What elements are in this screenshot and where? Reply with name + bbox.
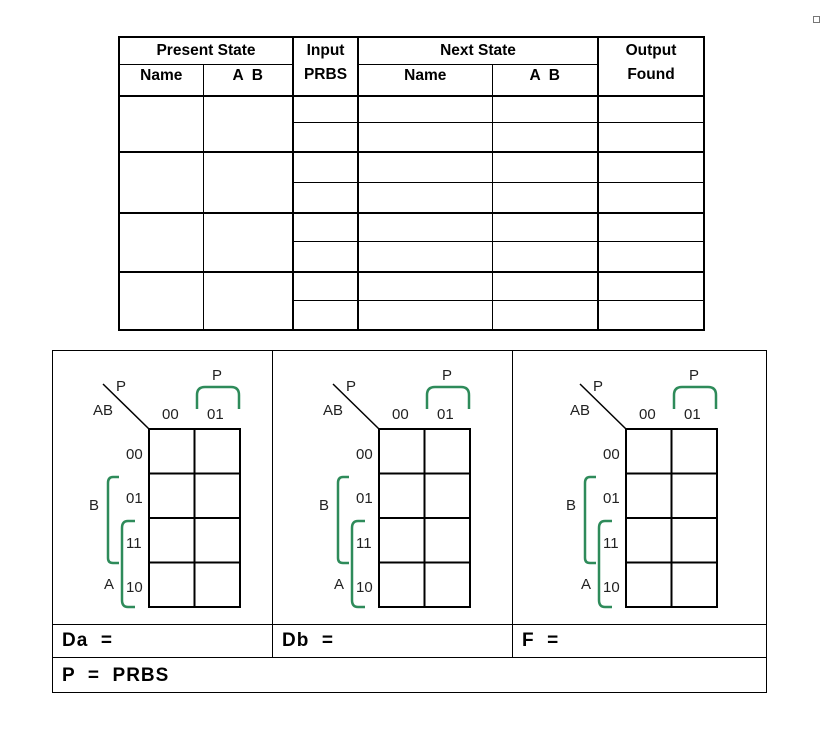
cell-present-name-3[interactable]: [119, 213, 203, 272]
state-table: [118, 36, 705, 331]
cell-output-3b[interactable]: [598, 242, 704, 272]
cell-output-2a[interactable]: [598, 152, 704, 182]
cell-present-ab-4[interactable]: [203, 272, 293, 330]
header-present-name: Name: [119, 64, 203, 96]
kmap-row-label: 00: [603, 446, 620, 463]
cell-next-ab-2a[interactable]: [492, 152, 598, 182]
cell-next-ab-3b[interactable]: [492, 242, 598, 272]
cell-next-name-2a[interactable]: [358, 152, 492, 182]
cell-next-ab-1a[interactable]: [492, 96, 598, 122]
cell-present-ab-2[interactable]: [203, 152, 293, 212]
cell-output-1b[interactable]: [598, 122, 704, 152]
cell-input-2b[interactable]: [293, 182, 358, 212]
equation-row-bottom-line: [53, 657, 766, 658]
cell-next-ab-2b[interactable]: [492, 182, 598, 212]
kmap-col-label: 00: [639, 406, 656, 423]
header-input-prbs: PRBS: [293, 64, 358, 96]
cell-next-name-2b[interactable]: [358, 182, 492, 212]
kmap-col-label: 00: [162, 406, 179, 423]
cell-output-1a[interactable]: [598, 96, 704, 122]
equation-f[interactable]: F =: [522, 630, 560, 651]
kmap-row-label: 01: [356, 490, 373, 507]
cell-next-name-1b[interactable]: [358, 122, 492, 152]
kmap-row-label: 11: [603, 535, 619, 552]
kmap-var-left: AB: [570, 402, 591, 419]
cell-present-ab-1[interactable]: [203, 96, 293, 152]
footer-note: P = PRBS: [62, 665, 170, 686]
cell-output-4a[interactable]: [598, 272, 704, 301]
header-input: Input: [293, 37, 358, 64]
kmap-panel: [52, 350, 767, 693]
cell-output-2b[interactable]: [598, 182, 704, 212]
kmap-row-label: 11: [356, 535, 372, 552]
cell-next-name-1a[interactable]: [358, 96, 492, 122]
kmap-row-label: 01: [126, 490, 143, 507]
kmap-row-label: 01: [603, 490, 620, 507]
cell-next-ab-1b[interactable]: [492, 122, 598, 152]
kmap-var-top: P: [346, 378, 357, 395]
header-next-ab: A B: [492, 64, 598, 96]
kmap-col-label: 01: [437, 406, 454, 423]
equation-da[interactable]: Da =: [62, 630, 113, 651]
kmap-col-bracket-label: P: [212, 367, 223, 384]
cell-next-name-4a[interactable]: [358, 272, 492, 301]
header-output-found: Found: [598, 64, 704, 96]
kmap-row-bracket-a: A: [104, 576, 115, 593]
cell-present-name-2[interactable]: [119, 152, 203, 212]
kmap-row-label: 10: [603, 579, 620, 596]
header-present-state: Present State: [119, 37, 293, 64]
cell-input-4b[interactable]: [293, 301, 358, 330]
row-bracket-b: [108, 477, 119, 563]
cell-next-ab-3a[interactable]: [492, 213, 598, 242]
kmap-db: [319, 367, 470, 607]
kmap-row-label: 11: [126, 535, 142, 552]
cell-input-2a[interactable]: [293, 152, 358, 182]
cell-output-4b[interactable]: [598, 301, 704, 330]
kmap-col-bracket-label: P: [442, 367, 453, 384]
kmap-row-label: 10: [356, 579, 373, 596]
cell-next-name-3a[interactable]: [358, 213, 492, 242]
cell-next-ab-4b[interactable]: [492, 301, 598, 330]
header-present-ab: A B: [203, 64, 293, 96]
cell-input-1b[interactable]: [293, 122, 358, 152]
kmap-row-bracket-b: B: [89, 497, 100, 514]
header-next-state: Next State: [358, 37, 598, 64]
kmap-var-left: AB: [323, 402, 344, 419]
kmap-col-label: 01: [684, 406, 701, 423]
kmap-col-label: 00: [392, 406, 409, 423]
cell-input-3a[interactable]: [293, 213, 358, 242]
header-next-name: Name: [358, 64, 492, 96]
kmap-var-top: P: [116, 378, 127, 395]
kmaps-drawing: [53, 351, 766, 623]
kmap-f: [566, 367, 717, 607]
cell-output-3a[interactable]: [598, 213, 704, 242]
kmap-row-bracket-b: B: [566, 497, 577, 514]
kmap-da: [89, 367, 240, 607]
equation-db[interactable]: Db =: [282, 630, 334, 651]
cell-next-ab-4a[interactable]: [492, 272, 598, 301]
kmap-col-bracket-label: P: [689, 367, 700, 384]
kmap-row-label: 00: [126, 446, 143, 463]
corner-handle-icon: [813, 16, 820, 23]
row-bracket-b: [585, 477, 596, 563]
cell-input-4a[interactable]: [293, 272, 358, 301]
equation-row-top-line: [53, 624, 766, 625]
cell-next-name-4b[interactable]: [358, 301, 492, 330]
cell-present-ab-3[interactable]: [203, 213, 293, 272]
kmap-row-label: 00: [356, 446, 373, 463]
cell-present-name-1[interactable]: [119, 96, 203, 152]
header-output: Output: [598, 37, 704, 64]
kmap-row-bracket-a: A: [334, 576, 345, 593]
kmap-row-bracket-a: A: [581, 576, 592, 593]
cell-next-name-3b[interactable]: [358, 242, 492, 272]
kmap-var-left: AB: [93, 402, 114, 419]
kmap-col-label: 01: [207, 406, 224, 423]
cell-input-1a[interactable]: [293, 96, 358, 122]
kmap-row-label: 10: [126, 579, 143, 596]
row-bracket-b: [338, 477, 349, 563]
cell-input-3b[interactable]: [293, 242, 358, 272]
cell-present-name-4[interactable]: [119, 272, 203, 330]
kmap-row-bracket-b: B: [319, 497, 330, 514]
kmap-var-top: P: [593, 378, 604, 395]
